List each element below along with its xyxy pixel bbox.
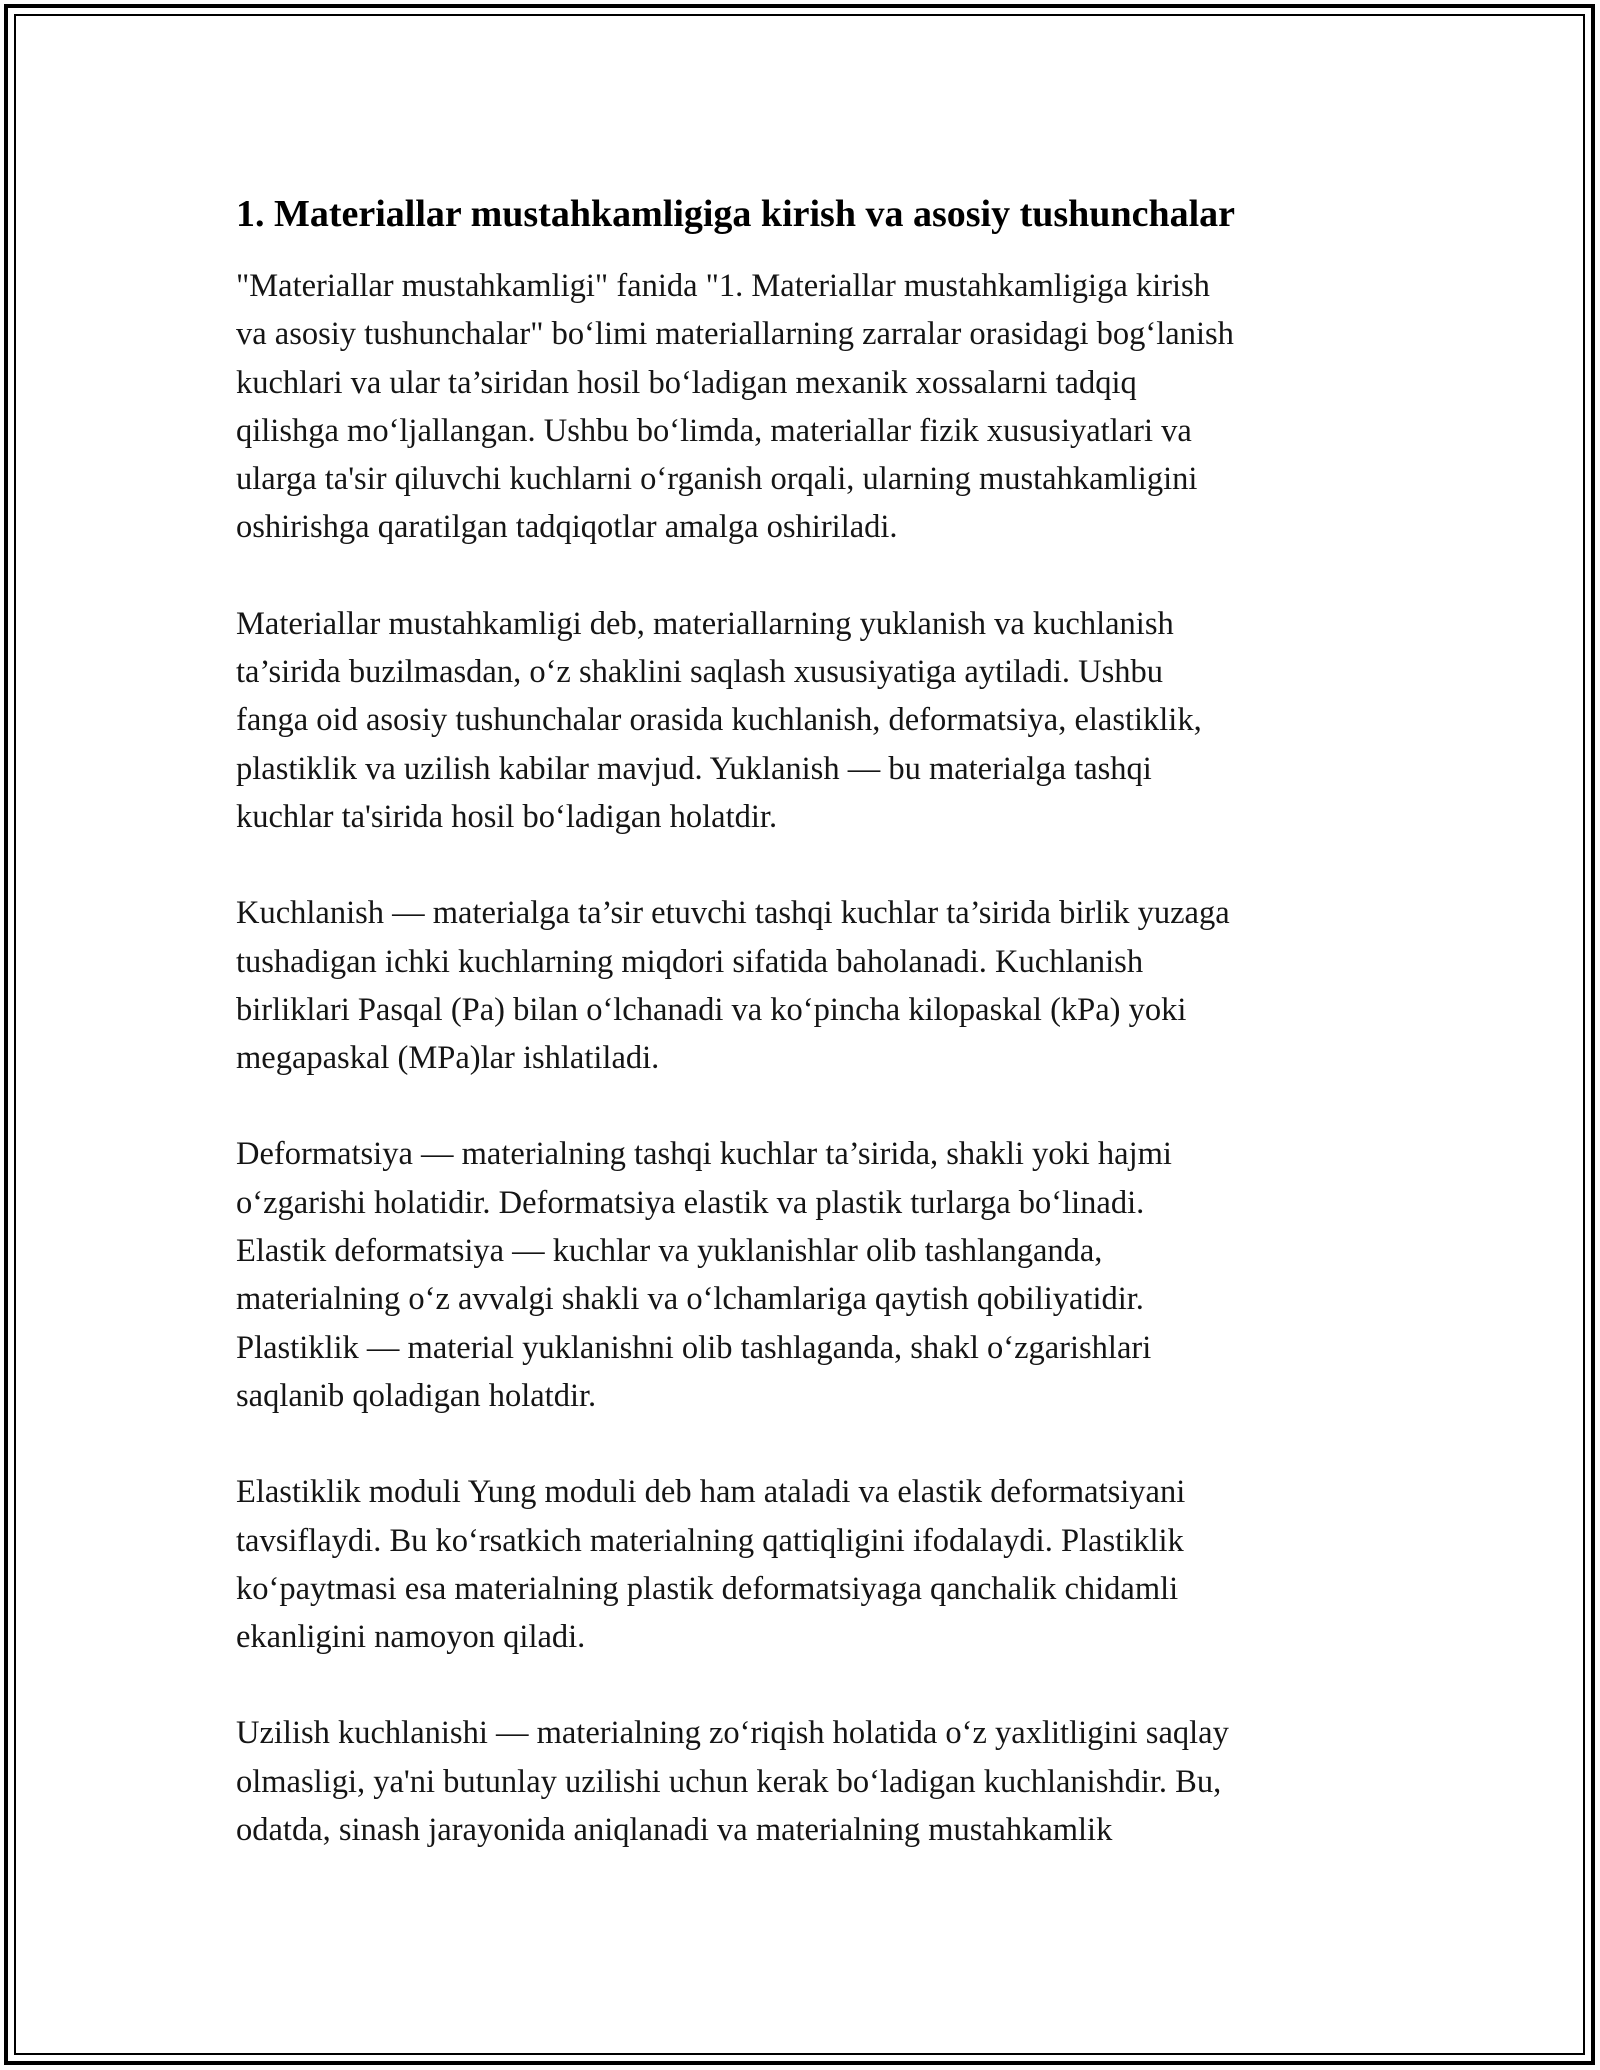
text-line: saqlanib qoladigan holatdir. [236,1377,597,1414]
text-line: plastiklik va uzilish kabilar mavjud. Yuklanish — bu materialga tashqi [236,750,1152,787]
text-line: ekanligini namoyon qiladi. [236,1619,586,1656]
paragraph-rupture-stress [236,1709,1366,1854]
text-line: Elastik deformatsiya — kuchlar va yuklanishlar olib tashlanganda, [236,1233,1103,1270]
text-line: ta’sirida buzilmasdan, o‘z shaklini saqlash xususiyatiga aytiladi. Ushbu [236,654,1163,691]
text-line: materialning o‘z avvalgi shakli va o‘lchamlariga qaytish qobiliyatidir. [236,1281,1144,1318]
text-line: oshirishga qaratilgan tadqiqotlar amalga oshiriladi. [236,509,898,546]
text-line: Materiallar mustahkamligi deb, materiallarning yuklanish va kuchlanish [236,605,1174,642]
text-line: Plastiklik — material yuklanishni olib tashlaganda, shakl o‘zgarishlari [236,1329,1152,1366]
text-line: qilishga mo‘ljallangan. Ushbu bo‘limda, materiallar fizik xususiyatlari va [236,412,1192,449]
text-line: tavsiflaydi. Bu ko‘rsatkich materialning qattiqligini ifodalaydi. Plastiklik [236,1522,1184,1559]
text-line: Deformatsiya — materialning tashqi kuchlar ta’sirida, shakli yoki hajmi [236,1136,1172,1173]
page-title: 1. Materiallar mustahkamligiga kirish va asosiy tushunchalar [236,193,1236,235]
text-line: megapaskal (MPa)lar ishlatiladi. [236,1040,660,1077]
text-line: fanga oid asosiy tushunchalar orasida kuchlanish, deformatsiya, elastiklik, [236,702,1202,739]
text-line: birliklari Pasqal (Pa) bilan o‘lchanadi va ko‘pincha kilopaskal (kPa) yoki [236,991,1187,1028]
text-line: odatda, sinash jarayonida aniqlanadi va materialning mustahkamlik [236,1812,1113,1849]
paragraph-definition [236,600,1366,841]
paragraph-elastic-modulus [236,1468,1366,1661]
paragraph-stress [236,889,1366,1082]
paragraph-intro [236,262,1366,552]
text-line: ko‘paytmasi esa materialning plastik deformatsiyaga qanchalik chidamli [236,1570,1179,1607]
text-line: Kuchlanish — materialga ta’sir etuvchi tashqi kuchlar ta’sirida birlik yuzaga [236,895,1230,932]
text-line: "Materiallar mustahkamligi" fanida "1. Materiallar mustahkamligiga kirish [236,268,1210,304]
paragraph-deformation [236,1130,1366,1420]
text-line: tushadigan ichki kuchlarning miqdori sifatida baholanadi. Kuchlanish [236,943,1144,980]
text-line: olmasligi, ya'ni butunlay uzilishi uchun kerak bo‘ladigan kuchlanishdir. Bu, [236,1763,1222,1800]
document-body [236,186,1366,1902]
text-line: kuchlar ta'sirida hosil bo‘ladigan holatdir. [236,798,778,835]
text-line: Elastiklik moduli Yung moduli deb ham ataladi va elastik deformatsiyani [236,1474,1186,1511]
text-line: o‘zgarishi holatidir. Deformatsiya elastik va plastik turlarga bo‘linadi. [236,1184,1145,1221]
text-line: ularga ta'sir qiluvchi kuchlarni o‘rganish orqali, ularning mustahkamligini [236,461,1198,498]
text-line: kuchlari va ular ta’siridan hosil bo‘ladigan mexanik xossalarni tadqiq [236,364,1137,401]
text-line: va asosiy tushunchalar" bo‘limi materiallarning zarralar orasidagi bog‘lanish [236,316,1234,353]
text-line: Uzilish kuchlanishi — materialning zo‘riqish holatida o‘z yaxlitligini saqlay [236,1715,1229,1752]
